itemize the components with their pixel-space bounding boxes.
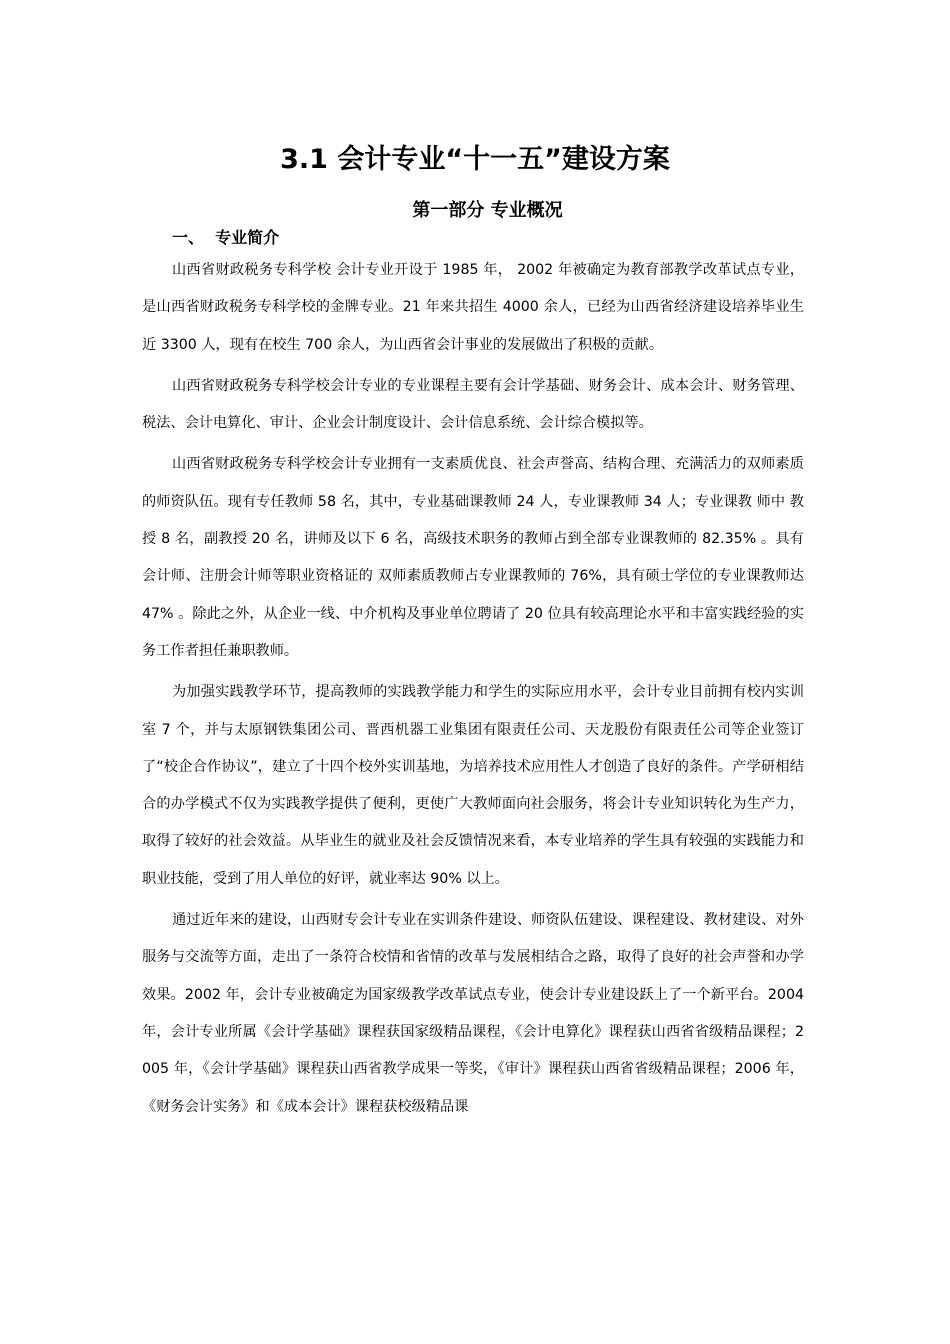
paragraph-achievements: 通过近年来的建设，山西财专会计专业在实训条件建设、师资队伍建设、课程建设、教材建设、对外服务与交流等方面，走出了一条符合校情和省情的改革与发展相结合之路，取得了良好的社会声誉和办学效果。2002 年，会计专业被确定为国家级教学改革试点专业，使会计专业建设跃上了一个新平台。2004 年，会计专业所属《会计学基础》课程获国家级精品课程，《会计电算化》课程获山西省省级精品课程；2005 年，《会计学基础》课程获山西省教学成果一等奖，《审计》课程获山西省省级精品课程；2006 年，《财务会计实务》和《成本会计》课程获校级精品课 <box>142 912 804 1115</box>
section-heading: 一、 专业简介 <box>172 228 280 247</box>
paragraph-intro: 山西省财政税务专科学校 会计专业开设于 1985 年， 2002 年被确定为教育部教学改革试点专业，是山西省财政税务专科学校的金牌专业。21 年来共招生 4000 余人，已经为山西省经济建设培养毕业生近 3300 人，现有在校生 700 余人，为山西省会计事业的发展做出了积极的贡献。 <box>142 262 804 353</box>
document-body <box>142 252 804 1130</box>
paragraph-practice: 为加强实践教学环节，提高教师的实践教学能力和学生的实际应用水平，会计专业目前拥有校内实训室 7 个，并与太原钢铁集团公司、晋西机器工业集团有限责任公司、天龙股份有限责任公司等企业签订了“校企合作协议”，建立了十四个校外实训基地，为培养技术应用性人才创造了良好的条件。产学研相结合的办学模式不仅为实践教学提供了便利，更使广大教师面向社会服务，将会计专业知识转化为生产力，取得了较好的社会效益。从毕业生的就业及社会反馈情况来看，本专业培养的学生具有较强的实践能力和职业技能，受到了用人单位的好评，就业率达 90% 以上。 <box>142 684 804 887</box>
paragraph-faculty: 山西省财政税务专科学校会计专业拥有一支素质优良、社会声誉高、结构合理、充满活力的双师素质的师资队伍。现有专任教师 58 名，其中，专业基础课教师 24 人，专业课教师 34 人；专业课教 师中 教授 8 名，副教授 20 名，讲师及以下 6 名，高级技术职务的教师占到全部专业课教师的 82.35% 。具有会计师、注册会计师等职业资格证的 双师素质教师占专业课教师的 76%，具有硕士学位的专业课教师达 47% 。除此之外，从企业一线、中介机构及事业单位聘请了 20 位具有较高理论水平和丰富实践经验的实务工作者担任兼职教师。 <box>142 456 804 659</box>
document-title: 3.1 会计专业“十一五”建设方案 <box>280 144 670 175</box>
part-heading: 第一部分 专业概况 <box>412 200 563 221</box>
paragraph-courses: 山西省财政税务专科学校会计专业的专业课程主要有会计学基础、财务会计、成本会计、财务管理、税法、会计电算化、审计、企业会计制度设计、会计信息系统、会计综合模拟等。 <box>142 377 804 432</box>
